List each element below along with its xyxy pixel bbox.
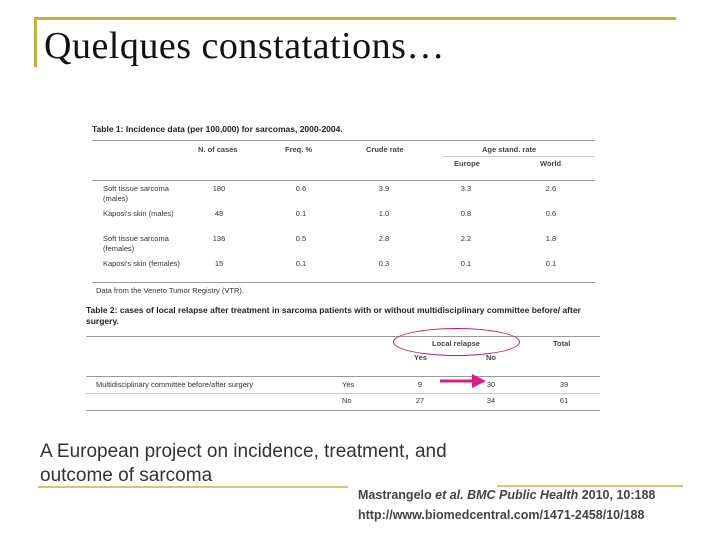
footer-gold-line-right [497, 485, 683, 487]
cell-europe: 2.2 [460, 234, 472, 243]
table2-row-rule [86, 393, 600, 394]
table1-bottom-rule [92, 282, 595, 283]
cell-crude: 1.0 [378, 209, 390, 218]
table2-top-rule [86, 336, 600, 337]
header-europe: Europe [454, 159, 480, 168]
row-label: Soft tissue sarcoma (females) [103, 234, 169, 253]
table2-row-label: Multidisciplinary committee before/after surgery [96, 380, 254, 389]
article-title [40, 440, 447, 488]
cell-europe: 0.1 [460, 259, 472, 268]
row-label: Kaposi's skin (males) [103, 209, 174, 218]
header-freq: Freq. % [285, 145, 313, 154]
article-title-line2: outcome of sarcoma [40, 465, 213, 486]
cell-europe: 3.3 [460, 184, 472, 193]
age-std-subrule [442, 156, 595, 157]
title-border-left [34, 17, 37, 67]
table1-top-rule [92, 140, 595, 141]
cell-world: 1.8 [545, 234, 557, 243]
cell-freq: 0.1 [295, 209, 307, 218]
cell-crude: 0.3 [378, 259, 390, 268]
header-n-cases: N. of cases [198, 145, 238, 154]
article-title-line1: A European project on incidence, treatment, and [40, 441, 447, 462]
cell-n: 136 [212, 234, 226, 243]
citation [358, 488, 655, 502]
cell-yes: 9 [417, 380, 423, 389]
header-age-stand-rate: Age stand. rate [482, 145, 537, 154]
cell-freq: 0.6 [295, 184, 307, 193]
table2-caption: Table 2: cases of local relapse after treatment in sarcoma patients with or without multidisciplinary committee before/ after surgery. [86, 305, 581, 326]
cell-no: 30 [486, 380, 496, 389]
cell-crude: 3.9 [378, 184, 390, 193]
header-yes: Yes [414, 353, 427, 362]
table1-caption: Table 1: Incidence data (per 100,000) for sarcomas, 2000-2004. [92, 124, 343, 134]
cell-europe: 0.8 [460, 209, 472, 218]
cell-yes: 27 [415, 396, 425, 405]
slide-title: Quelques constatations… [44, 25, 445, 67]
cell-group: Yes [342, 380, 355, 389]
cell-n: 180 [212, 184, 226, 193]
table2-header-rule [86, 376, 600, 377]
cell-no: 34 [486, 396, 496, 405]
cell-world: 0.6 [545, 209, 557, 218]
row-label: Kaposi's skin (females) [103, 259, 180, 268]
citation-year-volume: 2010, 10:188 [581, 488, 656, 502]
header-local-relapse: Local relapse [432, 339, 480, 348]
row-label: Soft tissue sarcoma (males) [103, 184, 169, 203]
citation-authors: Mastrangelo [358, 488, 432, 502]
header-crude-rate: Crude rate [366, 145, 404, 154]
footer-gold-line-left [38, 486, 348, 488]
cell-n: 48 [214, 209, 224, 218]
title-border-top [34, 17, 676, 20]
header-total: Total [553, 339, 571, 348]
table1-note: Data from the Veneto Tumor Registry (VTR). [96, 286, 244, 295]
cell-crude: 2.8 [378, 234, 390, 243]
cell-group: No [342, 396, 352, 405]
citation-url: http://www.biomedcentral.com/1471-2458/10/188 [358, 508, 645, 522]
cell-total: 61 [559, 396, 569, 405]
header-no: No [486, 353, 496, 362]
table2-bottom-rule [86, 410, 600, 411]
arrow-right-icon [440, 373, 486, 389]
citation-journal: et al. BMC Public Health [435, 488, 579, 502]
cell-total: 39 [559, 380, 569, 389]
cell-freq: 0.5 [295, 234, 307, 243]
cell-world: 2.6 [545, 184, 557, 193]
cell-n: 15 [214, 259, 224, 268]
table1-header-rule [92, 180, 595, 181]
header-world: World [540, 159, 562, 168]
cell-world: 0.1 [545, 259, 557, 268]
cell-freq: 0.1 [295, 259, 307, 268]
